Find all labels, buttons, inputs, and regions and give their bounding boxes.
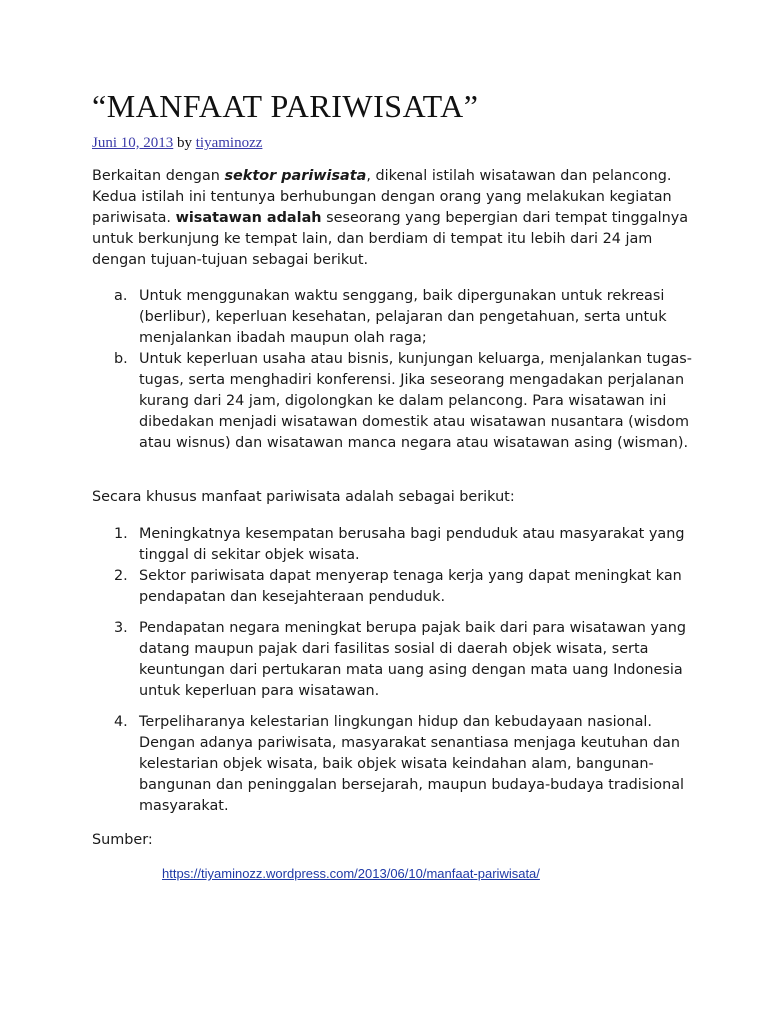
source-link[interactable]: https://tiyaminozz.wordpress.com/2013/06/10/manfaat-pariwisata/ [162, 866, 540, 881]
list-item-text: Sektor pariwisata dapat menyerap tenaga kerja yang dapat meningkat kan pendapatan dan kesejahteraan penduduk. [139, 568, 682, 605]
list-marker: 2. [114, 568, 128, 584]
intro-emphasis-sektor: sektor pariwisata [224, 168, 367, 184]
list-item [92, 566, 692, 608]
post-byline [92, 135, 262, 152]
list-marker: b. [114, 351, 128, 367]
intro-text-1: Berkaitan dengan [92, 168, 225, 184]
list-item-text: Untuk keperluan usaha atau bisnis, kunjungan keluarga, menjalankan tugas-tugas, serta menghadiri konferensi. Jika seseorang mengadakan perjalanan kurang dari 24 jam, digolongkan ke dalam pelancong. Para wisatawan ini dibedakan menjadi wisatawan domestik atau wisatawan nusantara (wisdom atau wisnus) dan wisatawan manca negara atau wisatawan asing (wisman). [139, 351, 692, 451]
author-link[interactable]: tiyaminozz [195, 135, 263, 151]
alpha-list [92, 286, 692, 454]
numbered-list-continued-2 [92, 712, 692, 817]
list-item [92, 712, 692, 817]
intro-emphasis-wisatawan: wisatawan adalah [175, 210, 322, 226]
page-title: “MANFAAT PARIWISATA” [92, 88, 479, 124]
intro-text-2: , dikenal istilah wisatawan dan pelancong. Kedua istilah ini tentunya berhubungan dengan orang yang melakukan kegiatan pariwisata. [92, 168, 672, 226]
source-label: Sumber: [92, 832, 153, 848]
list-item [92, 524, 692, 566]
list-item-text: Terpeliharanya kelestarian lingkungan hidup dan kebudayaan nasional. Dengan adanya pariwisata, masyarakat senantiasa menjaga keutuhan dan kelestarian objek wisata, baik objek wisata keindahan alam, bangunan-bangunan dan peninggalan bersejarah, maupun budaya-budaya tradisional masyarakat. [139, 714, 685, 814]
intro-paragraph [92, 166, 692, 271]
post-date-link[interactable]: Juni 10, 2013 [92, 135, 174, 151]
list-item-text: Pendapatan negara meningkat berupa pajak baik dari para wisatawan yang datang maupun pajak dari fasilitas sosial di daerah objek wisata, serta keuntungan dari pertukaran mata uang asing dengan mata uang Indonesia untuk keperluan para wisatawan. [139, 620, 687, 699]
byline-by-text: by [177, 135, 193, 151]
numbered-list-continued [92, 618, 692, 702]
numbered-list [92, 524, 692, 608]
list-marker: 3. [114, 620, 128, 636]
list-item [92, 286, 692, 349]
intro-text-3: seseorang yang bepergian dari tempat tinggalnya untuk berkunjung ke tempat lain, dan berdiam di tempat itu lebih dari 24 jam dengan tujuan-tujuan sebagai berikut. [92, 210, 689, 268]
list-marker: a. [114, 288, 128, 304]
section-intro: Secara khusus manfaat pariwisata adalah sebagai berikut: [92, 489, 515, 505]
list-item [92, 618, 692, 702]
list-item [92, 349, 692, 454]
list-marker: 4. [114, 714, 128, 730]
list-item-text: Untuk menggunakan waktu senggang, baik dipergunakan untuk rekreasi (berlibur), keperluan kesehatan, pelajaran dan pengetahuan, serta untuk menjalankan ibadah maupun olah raga; [139, 288, 667, 346]
list-marker: 1. [114, 526, 128, 542]
list-item-text: Meningkatnya kesempatan berusaha bagi penduduk atau masyarakat yang tinggal di sekitar objek wisata. [139, 526, 685, 563]
